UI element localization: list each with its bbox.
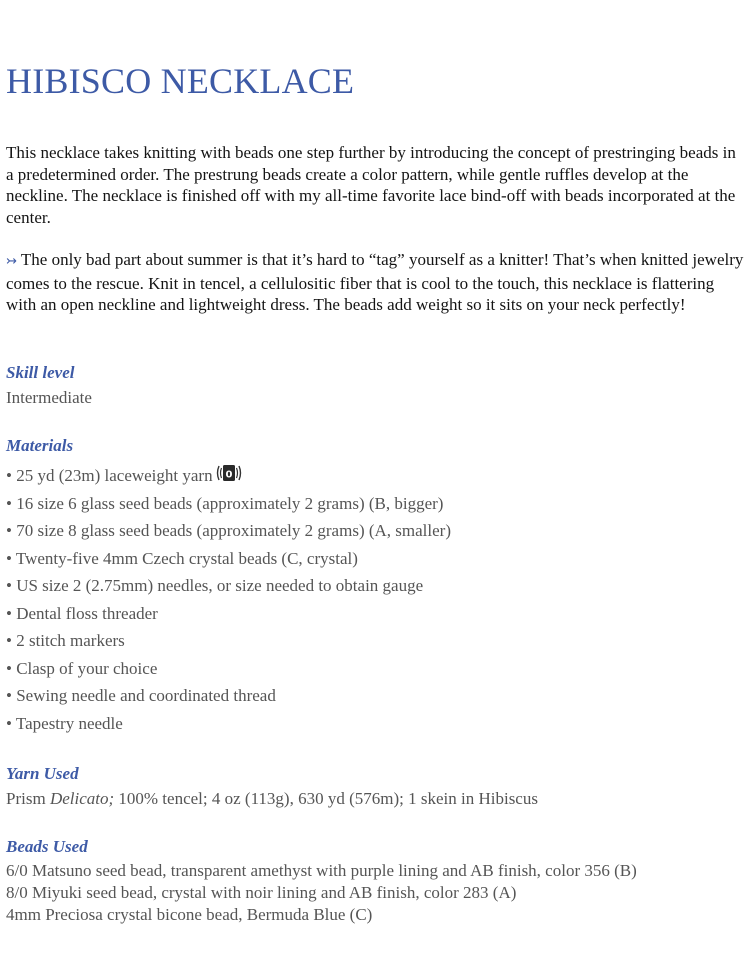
yarn-weight-number: 0 [225,469,233,481]
list-item: 6/0 Matsuno seed bead, transparent amethyst with purple lining and AB finish, color 356 (B) [6,861,637,880]
list-item: • 16 size 6 glass seed beads (approximately 2 grams) (B, bigger) [6,493,444,513]
materials-heading: Materials [6,436,74,455]
note-paragraph [6,249,748,316]
yarn-name: Delicato; [49,789,115,808]
material-text: US size 2 (2.75mm) needles, or size needed to obtain gauge [16,576,424,595]
yarn-brand: Prism [6,789,46,808]
material-text: Tapestry needle [15,713,123,733]
list-item: • Twenty-five 4mm Czech crystal beads (C, crystal) [6,548,358,568]
material-text: 25 yd (23m) laceweight yarn [16,466,213,485]
bullet: • [6,466,12,485]
yarn-weight-icon [215,462,243,493]
note-text: The only bad part about summer is that it’s hard to “tag” yourself as a knitter! That’s when knitted jewelry comes to the rescue. Knit in tencel, a cellulositic fiber that is cool to the touch, this necklace is flattering with an open neckline and lightweight dress. The beads add weight so it sits on your neck perfectly! [6,250,744,314]
beads-list [6,860,637,926]
page-title: HIBISCO NECKLACE [6,61,355,101]
list-item: • 70 size 8 glass seed beads (approximately 2 grams) (A, smaller) [6,521,451,540]
list-item: 8/0 Miyuki seed bead, crystal with noir lining and AB finish, color 283 (A) [6,883,517,902]
intro-paragraph: This necklace takes knitting with beads one step further by introducing the concept of prestringing beads in a predetermined order. The prestrung beads create a color pattern, while gentle ruffles develop at the neckline. The necklace is finished off with my all-time favorite lace bind-off with beads incorporated at the center. [6,143,736,227]
material-text: Twenty-five 4mm Czech crystal beads (C, crystal) [15,548,358,568]
list-item: • US size 2 (2.75mm) needles, or size needed to obtain gauge [6,576,424,595]
list-item: • Dental floss threader [6,603,158,623]
material-text: 2 stitch markers [16,631,125,650]
material-text: Clasp of your choice [16,658,158,678]
list-item: 4mm Preciosa crystal bicone bead, Bermuda Blue (C) [6,905,373,924]
list-item [6,462,451,490]
skill-level-value: Intermediate [6,388,92,407]
material-text: Sewing needle and coordinated thread [16,686,276,705]
material-text: 70 size 8 glass seed beads (approximately 2 grams) (A, smaller) [16,521,451,540]
yarn-used-value [6,789,538,809]
yarn-details: 100% tencel; 4 oz (113g), 630 yd (576m); 1 skein in Hibiscus [118,789,538,808]
yarn-used-heading: Yarn Used [6,764,79,783]
materials-list [6,462,451,737]
material-text: 16 size 6 glass seed beads (approximately 2 grams) (B, bigger) [16,493,444,513]
material-text: Dental floss threader [16,603,158,623]
arrow-icon: ↣ [6,254,17,269]
list-item: • Sewing needle and coordinated thread [6,686,276,705]
list-item: • Tapestry needle [6,713,123,733]
list-item: • 2 stitch markers [6,631,125,650]
list-item: • Clasp of your choice [6,658,158,678]
skill-level-heading: Skill level [6,363,75,382]
beads-used-heading: Beads Used [6,837,88,856]
